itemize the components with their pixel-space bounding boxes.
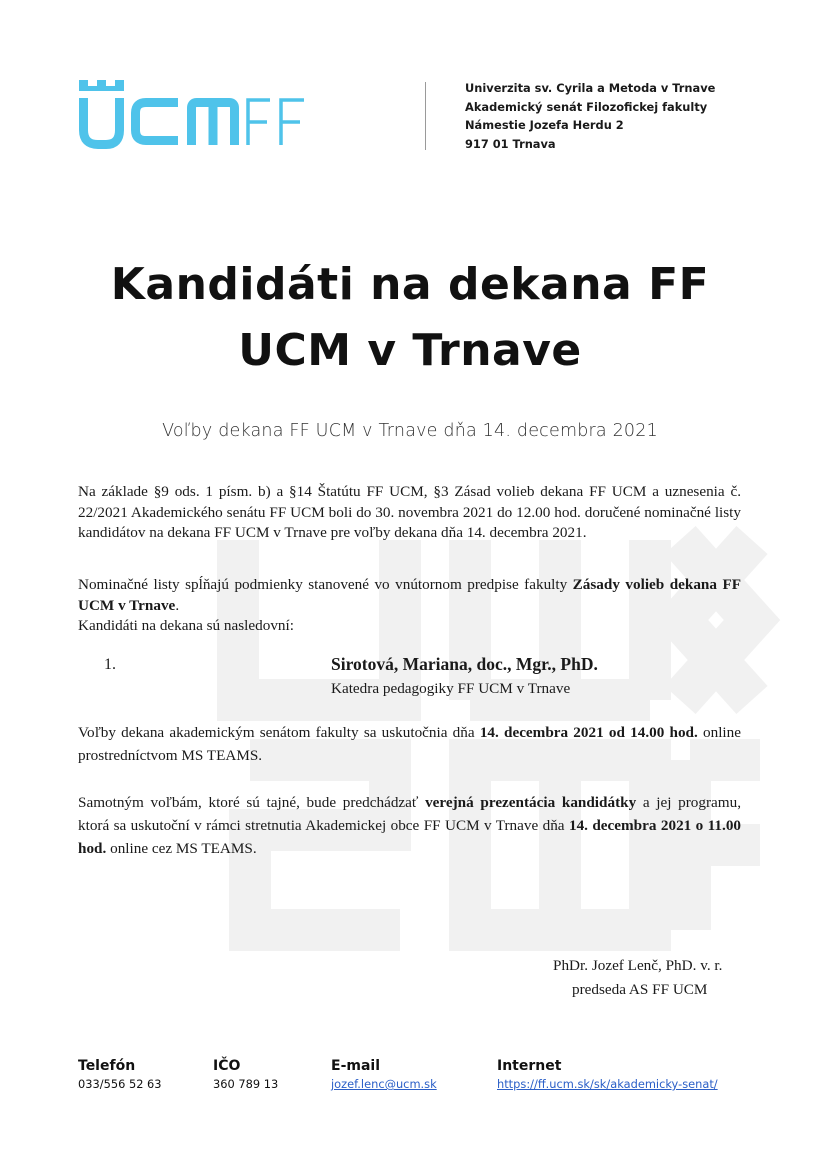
text: Samotným voľbám, ktoré sú tajné, bude predchádzať: [78, 794, 426, 811]
address-line: Námestie Jozefa Herdu 2: [465, 118, 624, 133]
address-line: 917 01 Trnava: [465, 136, 556, 151]
candidate-name: Sirotová, Mariana, doc., Mgr., PhD.: [331, 654, 598, 674]
text: Kandidáti na dekana sú nasledovní:: [78, 617, 294, 634]
election-date: 14. decembra 2021 od 14.00 hod.: [479, 724, 698, 741]
signature-role: predseda AS FF UCM: [572, 981, 708, 998]
text: Nominačné listy spĺňajú podmienky stanovené vo vnútornom predpise fakulty: [78, 576, 573, 593]
nomination-paragraph: [78, 575, 741, 637]
phone-label: Telefón: [78, 1058, 136, 1074]
phone-value: 033/556 52 63: [78, 1077, 162, 1091]
header-divider: [425, 82, 426, 150]
web-link[interactable]: https://ff.ucm.sk/sk/akademicky-senat/: [497, 1077, 718, 1091]
candidate-number: 1.: [104, 656, 116, 673]
document-subtitle: Voľby dekana FF UCM v Trnave dňa 14. decembra 2021: [162, 421, 658, 441]
text: online prostredníctvom MS TEAMS.: [78, 724, 741, 764]
election-paragraph: [78, 721, 741, 767]
email-label: E-mail: [331, 1058, 381, 1074]
footer-ico: [213, 1057, 278, 1093]
title-line: Kandidáti na dekana FF: [110, 259, 710, 310]
presentation-paragraph: [78, 791, 741, 860]
address-line: Univerzita sv. Cyrila a Metoda v Trnave: [465, 81, 716, 95]
regulation-name: Zásady volieb dekana FF UCM v Trnave: [78, 576, 741, 614]
ico-value: 360 789 13: [213, 1077, 279, 1091]
title-line: UCM v Trnave: [238, 325, 582, 376]
intro-paragraph: Na základe §9 ods. 1 písm. b) a §14 Štatútu FF UCM, §3 Zásad volieb dekana FF UCM a uznesenia č. 22/2021 Akademického senátu FF UCM boli do 30. novembra 2021 do 12.00 hod. doručené nominačné listy kandidátov na dekana FF UCM v Trnave pre voľby dekana dňa 14. decembra 2021.: [78, 483, 741, 541]
address-line: Akademický senát Filozofickej fakulty: [465, 99, 708, 114]
presentation-highlight: verejná prezentácia kandidátky: [425, 794, 637, 811]
signature-name: PhDr. Jozef Lenč, PhD. v. r.: [553, 957, 723, 974]
ucmff-logo: [78, 80, 310, 150]
document-title: [60, 252, 760, 384]
text: .: [175, 596, 180, 614]
text: a jej programu, ktorá sa uskutoční v rámci stretnutia Akademickej obce FF UCM v Trnave dňa: [78, 794, 741, 834]
footer-email: [331, 1057, 437, 1093]
faculty-address: [465, 79, 715, 153]
text: Voľby dekana akademickým senátom fakulty sa uskutočnia dňa: [78, 724, 480, 741]
footer-web: [497, 1057, 718, 1093]
web-label: Internet: [497, 1058, 562, 1074]
email-link[interactable]: jozef.lenc@ucm.sk: [331, 1077, 437, 1091]
ico-label: IČO: [213, 1058, 241, 1074]
text: online cez MS TEAMS.: [106, 840, 257, 857]
presentation-date: 14. decembra 2021 o 11.00 hod.: [78, 817, 742, 857]
candidate-department: Katedra pedagogiky FF UCM v Trnave: [331, 680, 571, 697]
footer-phone: [78, 1057, 162, 1093]
